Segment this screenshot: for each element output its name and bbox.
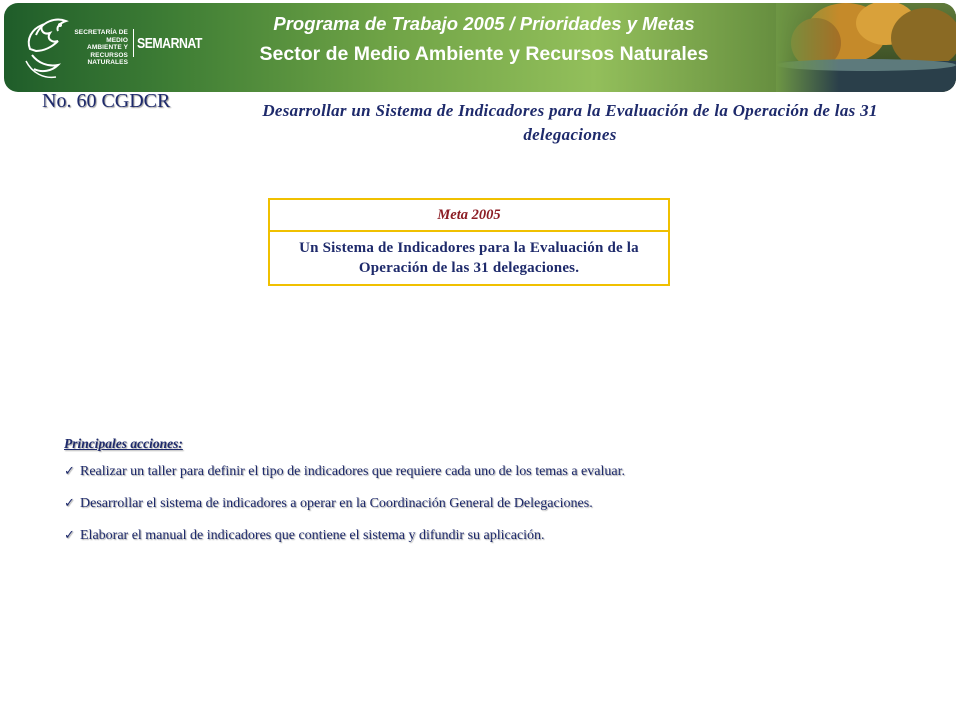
header-banner (4, 3, 956, 92)
logo-semarnat-text: SEMARNAT (137, 35, 202, 52)
goal-number: No. 60 CGDCR (42, 90, 171, 112)
actions-title: Principales acciones: (64, 436, 183, 451)
semarnat-logo (22, 11, 202, 81)
action-text: Desarrollar el sistema de indicadores a operar en la Coordinación General de Delegaciones. (80, 496, 593, 511)
list-item (64, 464, 924, 496)
eagle-emblem-icon (22, 11, 74, 81)
list-item (64, 528, 924, 560)
program-title: Programa de Trabajo 2005 / Prioridades y Metas (273, 13, 695, 34)
check-icon: ✓ (64, 528, 75, 543)
action-text: Elaborar el manual de indicadores que contiene el sistema y difundir su aplicación. (80, 528, 545, 543)
meta-body: Un Sistema de Indicadores para la Evaluación de la Operación de las 31 delegaciones. (299, 240, 639, 276)
list-item (64, 496, 924, 528)
actions-section (64, 436, 924, 560)
check-icon: ✓ (64, 464, 75, 479)
sector-title: Sector de Medio Ambiente y Recursos Naturales (259, 43, 709, 65)
check-icon: ✓ (64, 496, 75, 511)
meta-box (268, 198, 670, 286)
action-text: Realizar un taller para definir el tipo de indicadores que requiere cada uno de los temas a evaluar. (80, 464, 625, 479)
logo-divider (133, 29, 134, 57)
objective-text: Desarrollar un Sistema de Indicadores para la Evaluación de la Operación de las 31 delegaciones (262, 101, 878, 144)
logo-secretaria-text: SECRETARÍA DE MEDIO AMBIENTE Y RECURSOS NATURALES (74, 29, 128, 67)
landscape-image (776, 3, 956, 92)
meta-heading: Meta 2005 (270, 200, 668, 232)
